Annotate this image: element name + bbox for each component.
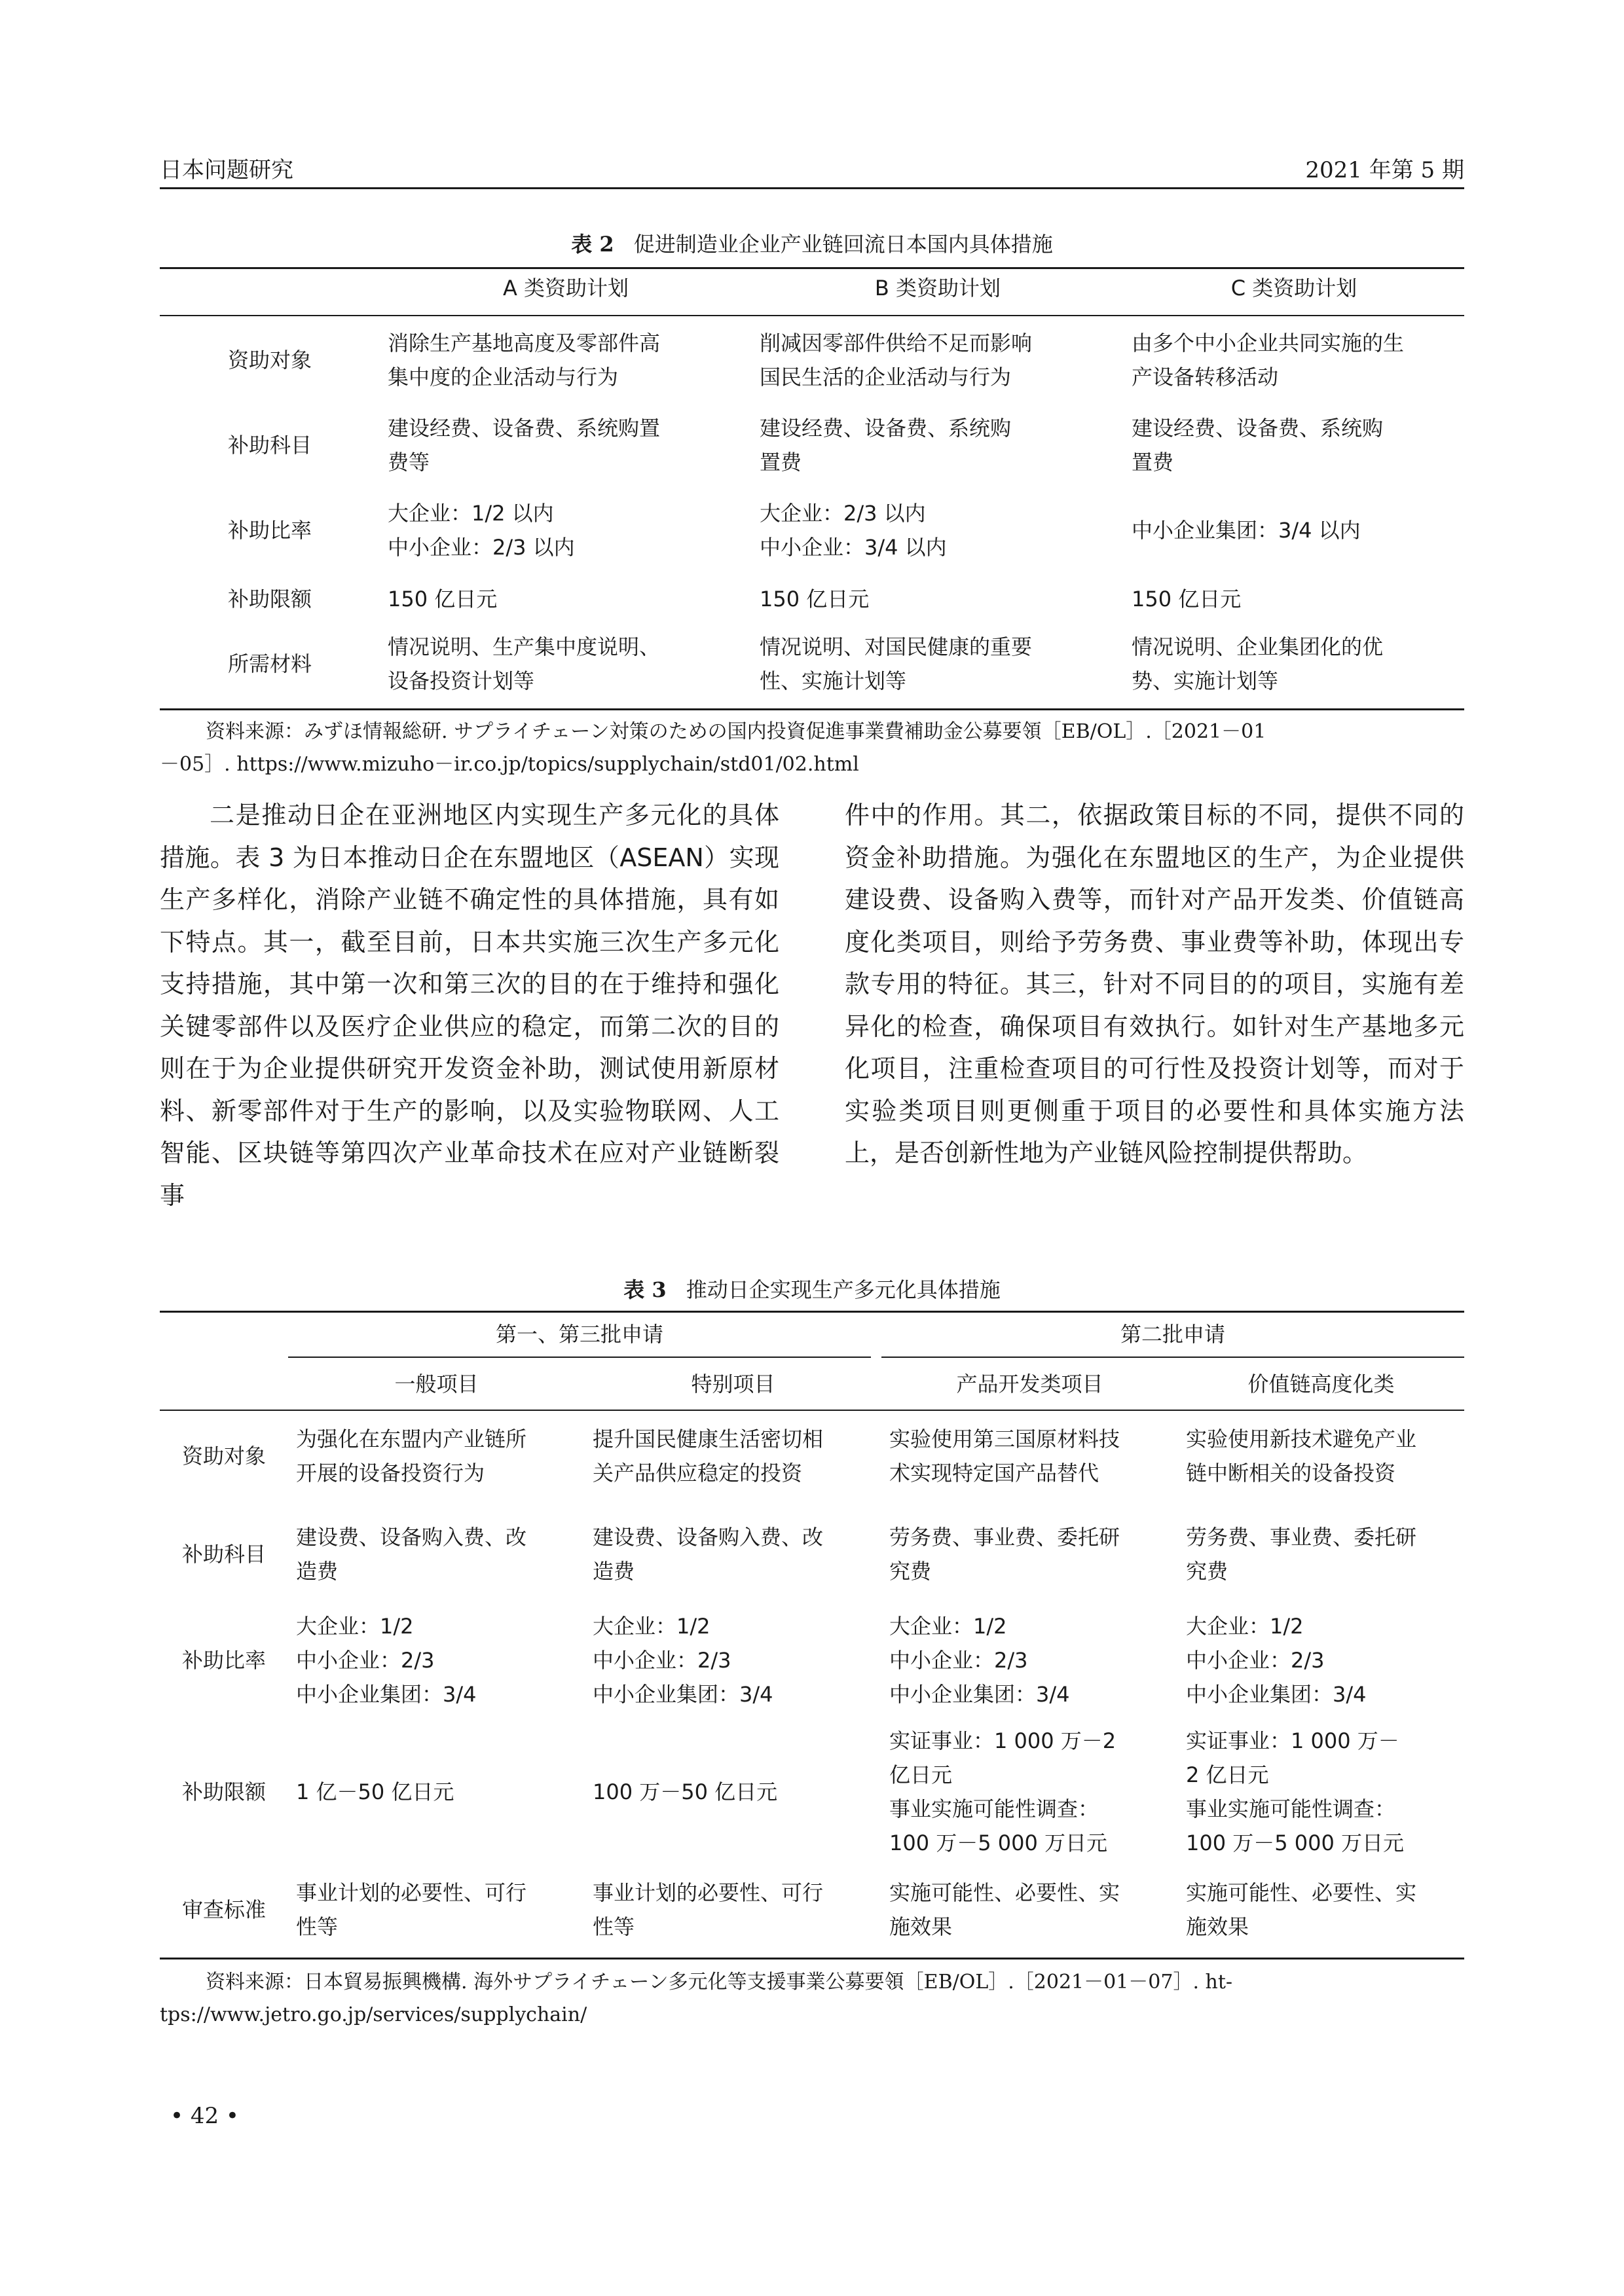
table-3-cell-line: 施效果 [1186,1914,1249,1939]
body-paragraph-left: 二是推动日企在亚洲地区内实现生产多元化的具体措施。表 3 为日本推动日企在东盟地区（ASEAN）实现生产多样化，消除产业链不确定性的具体措施，具有如下特点。其一，截至目前，日本共实施三次生产多元化支持措施，其中第一次和第三次的目的在于维持和强化关键零部件以及医疗企业供应的稳定，而第二次的目的则在于为企业提供研究开发资金补助，测试使用新原材料、新零部件对于生产的影响，以及实验物联网、人工智能、区块链等第四次产业革命技术在应对产业链断裂事 [160,801,779,1210]
table-3-cell-line: 建设费、设备购入费、改 [593,1525,824,1550]
table-3-cell-line: 大企业：1/2 [593,1614,710,1639]
table-3-caption: 推动日企实现生产多元化具体措施 [686,1277,1001,1302]
table-3-row-header: 资助对象 [181,1444,266,1468]
issue-label: 2021 年第 5 期 [1305,157,1464,183]
table-3-cell-line: 事业实施可能性调查： [1186,1796,1396,1821]
table-2-cell-line: 中小企业：2/3 以内 [388,535,575,560]
table-3-cell-line: 中小企业：2/3 [889,1648,1028,1673]
table-2-column-header: C 类资助计划 [1230,276,1357,301]
table-3-cell-line: 亿日元 [889,1762,953,1787]
table-2-cell-line: 建设经费、设备费、系统购 [760,416,1012,441]
table-3-cell-line: 100 万－5 000 万日元 [889,1831,1108,1855]
table-2-cell-line: 由多个中小企业共同实施的生 [1132,331,1405,355]
table-3-top-rule [160,1311,1464,1313]
table-2-cell-line: 大企业：2/3 以内 [760,501,926,526]
table-3-bottom-rule [160,1958,1464,1959]
table-2-cell-line: 150 亿日元 [1132,587,1242,611]
table-2-top-rule [160,267,1464,269]
table-2-row-header: 补助科目 [227,433,312,458]
table-3-cell-line: 术实现特定国产品替代 [889,1461,1099,1485]
body-right-column [845,794,1464,1175]
table-3-column-header: 产品开发类项目 [956,1372,1103,1396]
table-3-cell-line: 事业实施可能性调查： [889,1796,1099,1821]
table-3-label: 表 3 [623,1277,667,1302]
table-3-cell-line: 实验使用第三国原材料技 [889,1427,1120,1451]
table-3-cell-line: 中小企业集团：3/4 [1186,1682,1367,1707]
table-2-cell-line: 置费 [760,450,802,475]
table-2-row-header: 补助比率 [227,518,312,543]
table-2-caption: 促进制造业企业产业链回流日本国内具体措施 [633,232,1053,257]
table-3-group-rule [881,1357,1464,1358]
table-3-cell-line: 中小企业集团：3/4 [889,1682,1070,1707]
table-3-cell-line: 实证事业：1 000 万－ [1186,1728,1399,1753]
table-3-column-header: 特别项目 [691,1372,775,1396]
table-2-title [160,228,1464,258]
table-3-cell-line: 实验使用新技术避免产业 [1186,1427,1417,1451]
table-3-column-header: 一般项目 [394,1372,479,1396]
table-2-row-header: 资助对象 [227,348,312,373]
table-2-column-header: A 类资助计划 [502,276,629,301]
table-3-cell-line: 施效果 [889,1914,953,1939]
table-2-bottom-rule [160,708,1464,710]
table-3-cell-line: 性等 [593,1914,635,1939]
table-3-cell-line: 造费 [296,1559,339,1584]
table-2-row-header: 所需材料 [227,651,312,676]
table-2-source-line: －05］. https://www.mizuho－ir.co.jp/topics/supplychain/std01/02.html [160,753,859,776]
table-3-cell-line: 中小企业集团：3/4 [296,1682,477,1707]
table-3-cell-line: 提升国民健康生活密切相 [593,1427,824,1451]
table-3-cell-line: 100 万－50 亿日元 [593,1779,778,1804]
table-3-cell-line: 劳务费、事业费、委托研 [1186,1525,1417,1550]
table-3-cell-line: 实施可能性、必要性、实 [1186,1880,1417,1905]
header-rule [160,187,1464,189]
table-2-cell-line: 情况说明、生产集中度说明、 [388,634,661,659]
table-2-cell-line: 建设经费、设备费、系统购置 [388,416,661,441]
table-3-row-header: 审查标准 [181,1897,266,1922]
table-2-cell-line: 中小企业集团：3/4 以内 [1132,518,1361,543]
table-3-cell-line: 建设费、设备购入费、改 [296,1525,527,1550]
table-3-group-rule [288,1357,871,1358]
table-2-source-line: 资料来源：みずほ情報総研. サプライチェーン対策のための国内投資促進事業費補助金公募要領［EB/OL］.［2021－01 [206,720,1266,743]
table-2-cell-line: 大企业：1/2 以内 [388,501,554,526]
table-2-cell-line: 情况说明、企业集团化的优 [1132,634,1384,659]
table-3-group-header: 第一、第三批申请 [495,1322,663,1347]
table-3-cell-line: 性等 [296,1914,339,1939]
table-2-cell-line: 置费 [1132,450,1174,475]
table-3-source-line: 资料来源：日本貿易振興機構. 海外サプライチェーン多元化等支援事業公募要領［EB/OL］.［2021－01－07］. ht- [206,1971,1233,1994]
table-3-cell-line: 事业计划的必要性、可行 [593,1880,824,1905]
table-3-cell-line: 实证事业：1 000 万－2 [889,1728,1116,1753]
table-2-column-header: B 类资助计划 [874,276,1001,301]
table-3-cell-line: 究费 [1186,1559,1228,1584]
table-2-cell-line: 情况说明、对国民健康的重要 [760,634,1033,659]
table-2-header-rule [160,315,1464,316]
table-3-cell-line: 大企业：1/2 [296,1614,414,1639]
table-3-cell-line: 大企业：1/2 [1186,1614,1304,1639]
table-3-cell-line: 造费 [593,1559,635,1584]
table-2-cell-line: 设备投资计划等 [388,668,535,693]
table-2-cell-line: 性、实施计划等 [760,668,907,693]
table-3-source-line: tps://www.jetro.go.jp/services/supplychain/ [160,2003,587,2026]
table-2-cell-line: 中小企业：3/4 以内 [760,535,947,560]
table-3-cell-line: 中小企业集团：3/4 [593,1682,773,1707]
table-3-cell-line: 事业计划的必要性、可行 [296,1880,527,1905]
table-3-cell-line: 中小企业：2/3 [296,1648,435,1673]
table-2-cell-line: 产设备转移活动 [1132,365,1279,390]
table-2-cell-line: 集中度的企业活动与行为 [388,365,619,390]
table-3-cell-line: 链中断相关的设备投资 [1186,1461,1396,1485]
table-3-column-header: 价值链高度化类 [1247,1372,1395,1396]
table-2-cell-line: 建设经费、设备费、系统购 [1132,416,1384,441]
table-2-row-header: 补助限额 [227,587,312,611]
table-2-label: 表 2 [571,232,614,257]
body-left-column [160,794,779,1216]
table-3-cell-line: 究费 [889,1559,932,1584]
table-3-cell-line: 为强化在东盟内产业链所 [296,1427,527,1451]
table-3-row-header: 补助比率 [181,1648,266,1673]
table-2-cell-line: 势、实施计划等 [1132,668,1279,693]
table-3-cell-line: 100 万－5 000 万日元 [1186,1831,1405,1855]
table-3-header-rule [160,1410,1464,1411]
table-2-cell-line: 150 亿日元 [760,587,870,611]
table-3-cell-line: 中小企业：2/3 [1186,1648,1325,1673]
table-3-cell-line: 开展的设备投资行为 [296,1461,485,1485]
table-3-title [160,1273,1464,1303]
table-3-row-header: 补助科目 [181,1542,266,1567]
table-2-cell-line: 国民生活的企业活动与行为 [760,365,1012,390]
table-3-cell-line: 劳务费、事业费、委托研 [889,1525,1120,1550]
table-2-cell-line: 削减因零部件供给不足而影响 [760,331,1033,355]
page-number: • 42 • [170,2103,239,2129]
journal-name: 日本问题研究 [160,157,293,183]
table-2-cell-line: 费等 [388,450,430,475]
table-3-row-header: 补助限额 [181,1779,266,1804]
table-3-group-header: 第二批申请 [1120,1322,1225,1347]
body-paragraph-right: 件中的作用。其二，依据政策目标的不同，提供不同的资金补助措施。为强化在东盟地区的生产，为企业提供建设费、设备购入费等，而针对产品开发类、价值链高度化类项目，则给予劳务费、事业费等补助，体现出专款专用的特征。其三，针对不同目的的项目，实施有差异化的检查，确保项目有效执行。如针对生产基地多元化项目，注重检查项目的可行性及投资计划等，而对于实验类项目则更侧重于项目的必要性和具体实施方法上，是否创新性地为产业链风险控制提供帮助。 [845,801,1464,1167]
table-3-cell-line: 大企业：1/2 [889,1614,1007,1639]
table-3-cell-line: 关产品供应稳定的投资 [593,1461,803,1485]
table-3-cell-line: 2 亿日元 [1186,1762,1269,1787]
table-2-cell-line: 150 亿日元 [388,587,498,611]
table-3-cell-line: 实施可能性、必要性、实 [889,1880,1120,1905]
table-3-cell-line: 中小企业：2/3 [593,1648,731,1673]
table-2-cell-line: 消除生产基地高度及零部件高 [388,331,661,355]
table-3-cell-line: 1 亿－50 亿日元 [296,1779,454,1804]
